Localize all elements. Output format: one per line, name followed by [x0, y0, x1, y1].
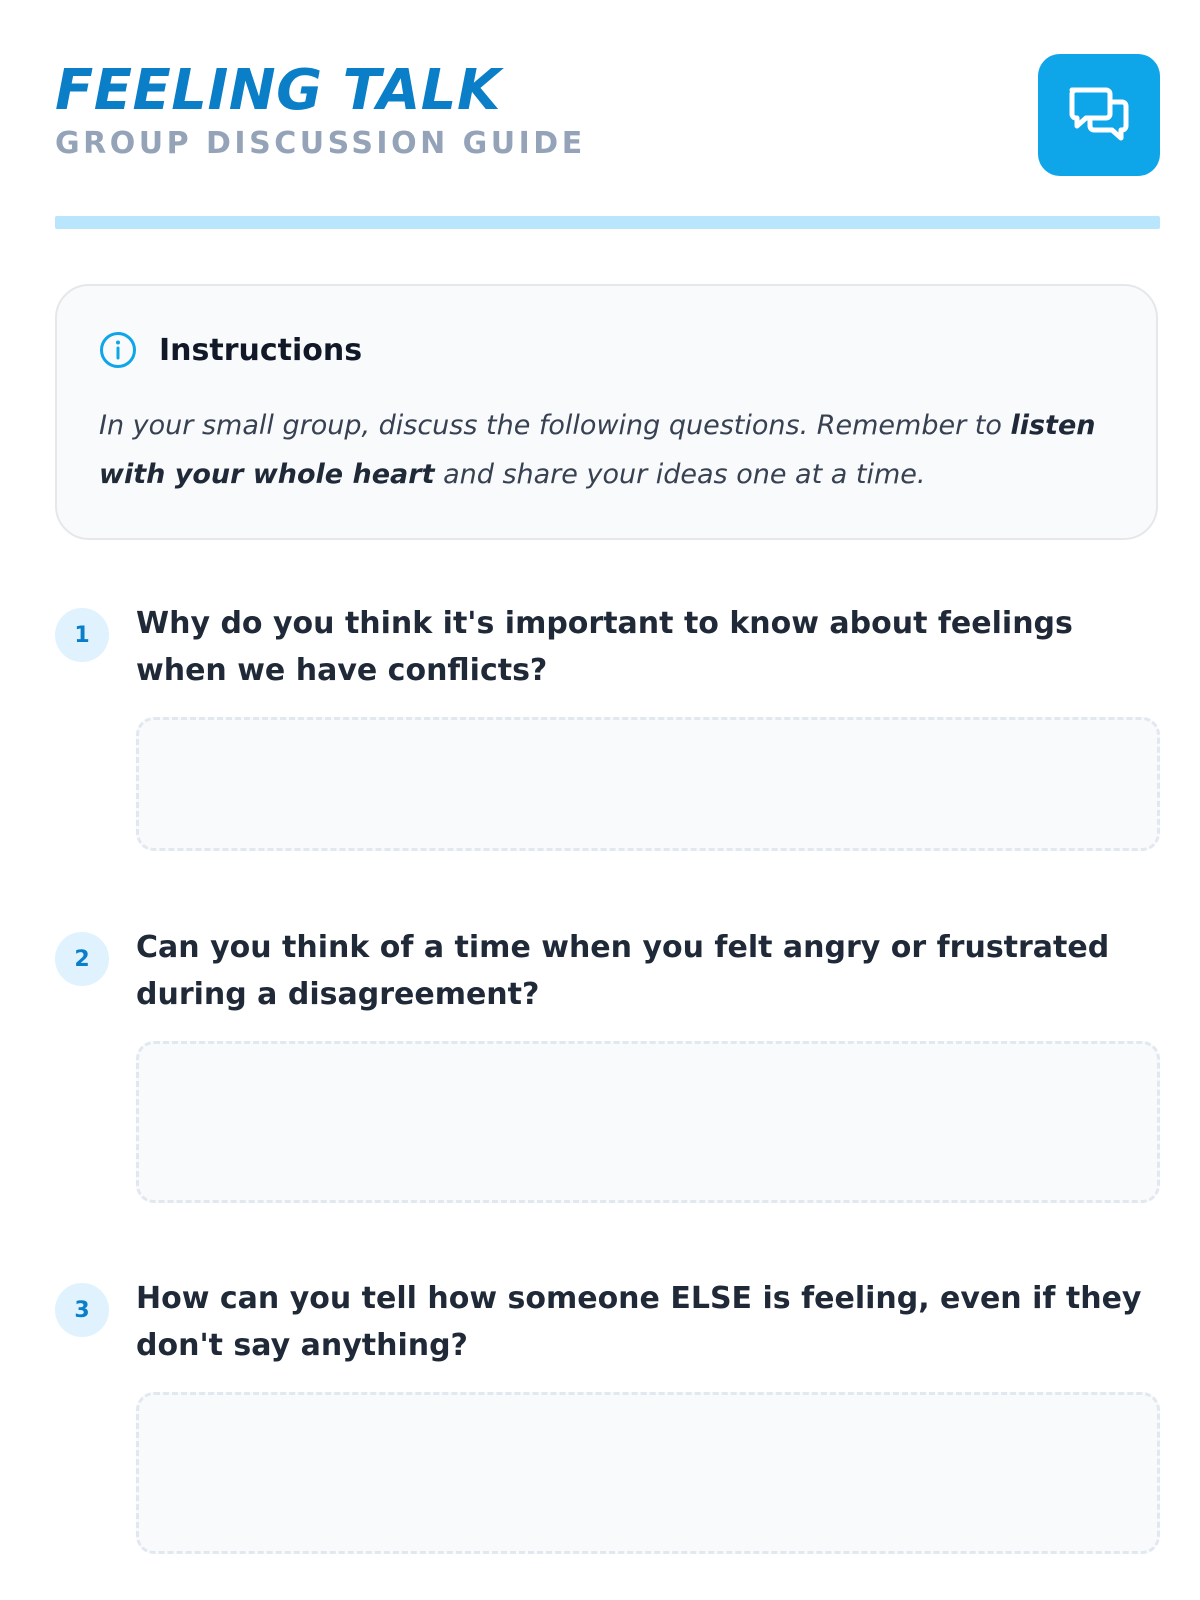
header-divider	[55, 216, 1160, 229]
page-title: FEELING TALK	[55, 58, 501, 123]
question-text: How can you tell how someone ELSE is feeling, even if they don't say anything?	[136, 1281, 1142, 1363]
page-header	[55, 52, 1160, 177]
question-text: Why do you think it's important to know about feelings when we have conflicts?	[136, 606, 1073, 688]
answer-box-2[interactable]	[136, 1041, 1160, 1203]
instructions-text	[99, 401, 1119, 499]
instructions-text-part2: and share your ideas one at a time.	[434, 459, 926, 490]
question-text: Can you think of a time when you felt angry or frustrated during a disagreement?	[136, 930, 1110, 1012]
instructions-card	[55, 284, 1158, 540]
chat-bubbles-icon	[1038, 54, 1160, 176]
instructions-text-emphasis: listen with your whole heart	[99, 410, 1096, 490]
info-icon	[99, 331, 137, 369]
question-number-badge: 2	[55, 932, 109, 986]
discussion-guide-page	[55, 0, 1160, 1600]
question-number-badge: 1	[55, 608, 109, 662]
instructions-title: Instructions	[159, 332, 363, 368]
answer-box-3[interactable]	[136, 1392, 1160, 1554]
page-subtitle: GROUP DISCUSSION GUIDE	[55, 126, 586, 161]
instructions-header	[99, 330, 362, 370]
instructions-text-part1: In your small group, discuss the following questions. Remember to	[99, 410, 1011, 441]
answer-box-1[interactable]	[136, 717, 1160, 851]
question-number-badge: 3	[55, 1283, 109, 1337]
